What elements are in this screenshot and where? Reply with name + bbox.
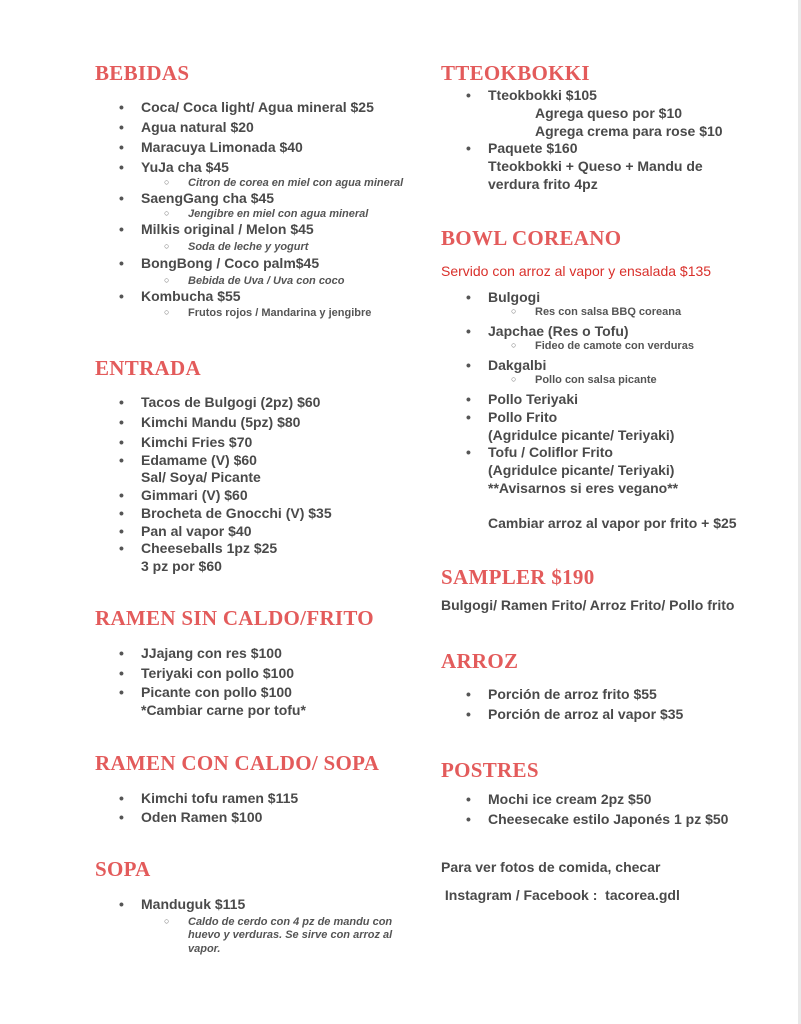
menu-item: • YuJa cha $45 [141, 158, 229, 176]
menu-subitem-text: huevo y verduras. Se sirve con arroz al [188, 929, 393, 941]
menu-item: • Kimchi tofu ramen $115 [141, 789, 298, 807]
menu-item-extra: Agrega crema para rose $10 [535, 123, 723, 139]
menu-item: • Cheesecake estilo Japonés 1 pz $50 [488, 810, 728, 828]
menu-item-detail: *Cambiar carne por tofu* [141, 702, 306, 718]
menu-item: • Tacos de Bulgogi (2pz) $60 [141, 393, 320, 411]
menu-item: • Pollo Teriyaki [488, 390, 578, 408]
menu-item: • Teriyaki con pollo $100 [141, 664, 294, 682]
menu-item: • BongBong / Coco palm$45 [141, 254, 319, 272]
bowl-note: Servido con arroz al vapor y ensalada $135 [441, 263, 712, 279]
menu-item-detail: Tteokbokki + Queso + Mandu de [488, 158, 703, 174]
menu-subitem: ○ Jengibre en miel con agua mineral [188, 207, 368, 221]
menu-item: • Pollo Frito [488, 408, 557, 426]
bowl-cambiar-arroz: Cambiar arroz al vapor por frito + $25 [488, 515, 737, 531]
heading-sampler: SAMPLER $190 [441, 565, 595, 589]
heading-ramen-sin-caldo: RAMEN SIN CALDO/FRITO [95, 606, 374, 630]
menu-item: • Tofu / Coliflor Frito [488, 443, 613, 461]
menu-subitem: ○ Frutos rojos / Mandarina y jengibre [188, 306, 371, 320]
menu-item: • Brocheta de Gnocchi (V) $35 [141, 504, 332, 522]
menu-item-detail: (Agridulce picante/ Teriyaki) [488, 427, 675, 443]
menu-subitem: ○ Caldo de cerdo con 4 pz de mandu con [188, 915, 392, 929]
heading-entrada: ENTRADA [95, 356, 201, 380]
menu-item-detail: **Avisarnos si eres vegano** [488, 480, 679, 496]
heading-tteokbokki: TTEOKBOKKI [441, 61, 590, 85]
menu-subitem-continued [188, 942, 220, 956]
menu-item: • Agua natural $20 [141, 118, 254, 136]
menu-item: • Bulgogi [488, 288, 540, 306]
footer-photos-note: Para ver fotos de comida, checar [441, 859, 661, 875]
heading-sopa: SOPA [95, 857, 151, 881]
menu-item: • Coca/ Coca light/ Agua mineral $25 [141, 98, 374, 116]
menu-item: • Picante con pollo $100 [141, 683, 292, 701]
menu-item: • Gimmari (V) $60 [141, 486, 248, 504]
menu-item: • Dakgalbi [488, 356, 546, 374]
menu-subitem: ○ Bebida de Uva / Uva con coco [188, 274, 345, 288]
menu-item: • Pan al vapor $40 [141, 522, 252, 540]
menu-item: • Kimchi Mandu (5pz) $80 [141, 413, 300, 431]
menu-item: • Paquete $160 [488, 139, 578, 157]
menu-item: • Oden Ramen $100 [141, 808, 262, 826]
menu-subitem: ○ Soda de leche y yogurt [188, 240, 308, 254]
menu-item: • SaengGang cha $45 [141, 189, 274, 207]
menu-item: • Porción de arroz al vapor $35 [488, 705, 683, 723]
heading-ramen-con-caldo: RAMEN CON CALDO/ SOPA [95, 751, 380, 775]
menu-item-detail: (Agridulce picante/ Teriyaki) [488, 462, 675, 478]
heading-postres: POSTRES [441, 758, 539, 782]
menu-item: • Mochi ice cream 2pz $50 [488, 790, 651, 808]
menu-item: • Japchae (Res o Tofu) [488, 322, 629, 340]
menu-item: • Kimchi Fries $70 [141, 433, 252, 451]
sampler-description: Bulgogi/ Ramen Frito/ Arroz Frito/ Pollo frito [441, 597, 735, 613]
menu-item: • Porción de arroz frito $55 [488, 685, 657, 703]
menu-subitem: ○ Pollo con salsa picante [535, 373, 657, 387]
menu-item-detail: verdura frito 4pz [488, 176, 598, 192]
menu-item-detail: 3 pz por $60 [141, 558, 222, 574]
menu-item: • Milkis original / Melon $45 [141, 220, 314, 238]
menu-item-detail: Sal/ Soya/ Picante [141, 469, 261, 485]
heading-bowl-coreano: BOWL COREANO [441, 226, 622, 250]
menu-subitem: ○ Fideo de camote con verduras [535, 339, 694, 353]
heading-arroz: ARROZ [441, 649, 519, 673]
menu-item: • Cheeseballs 1pz $25 [141, 539, 277, 557]
menu-subitem: ○ Citron de corea en miel con agua mineral [188, 176, 403, 190]
menu-subitem-text: vapor. [188, 943, 221, 955]
menu-item: • Edamame (V) $60 [141, 451, 257, 469]
menu-item: • Tteokbokki $105 [488, 86, 597, 104]
menu-item: • Kombucha $55 [141, 287, 241, 305]
menu-item: • Maracuya Limonada $40 [141, 138, 303, 156]
menu-item: • JJajang con res $100 [141, 644, 282, 662]
menu-subitem-continued [188, 928, 392, 942]
footer-social-handle: Instagram / Facebook : tacorea.gdl [441, 887, 680, 903]
menu-item: • Manduguk $115 [141, 895, 245, 913]
menu-item-extra: Agrega queso por $10 [535, 105, 683, 121]
menu-subitem: ○ Res con salsa BBQ coreana [535, 305, 681, 319]
heading-bebidas: BEBIDAS [95, 61, 190, 85]
